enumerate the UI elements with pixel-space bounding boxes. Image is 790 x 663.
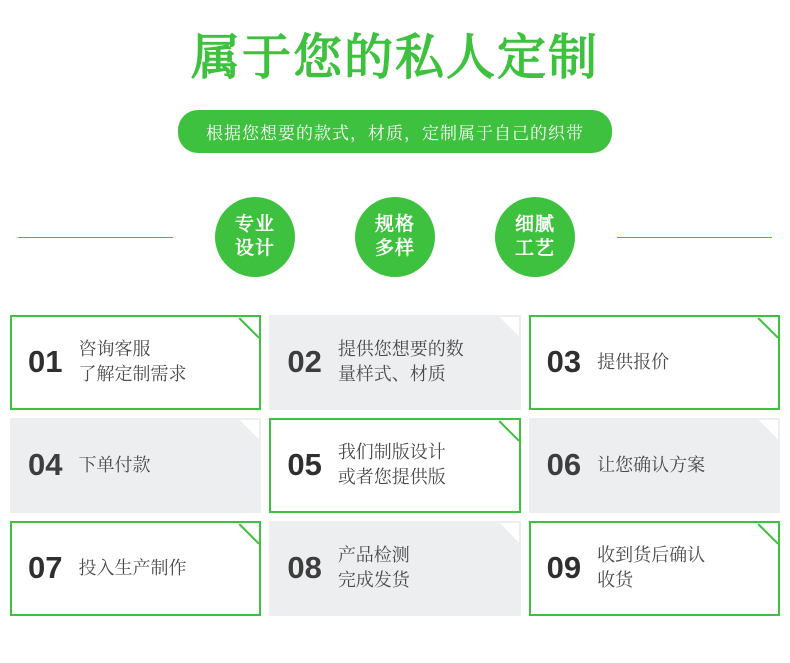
corner-notch-icon [757,315,780,339]
step-text: 投入生产制作 [78,557,187,578]
step-card [10,315,261,410]
corner-notch-icon [239,418,262,442]
step-number: 05 [287,447,322,483]
step-text: 提供您想要的数 量样式、材质 [337,339,464,385]
feature-circle-3-line1: 细腻 [514,214,555,236]
subtitle-pill: 根据您想要的款式，材质，定制属于自己的织带 [178,110,612,153]
step-card [269,418,520,513]
subtitle-container [0,110,790,153]
step-card [10,521,261,616]
step-card [269,521,520,616]
step-card [10,418,261,513]
feature-circle-1-line1: 专业 [234,214,275,236]
corner-notch-icon [239,315,262,339]
corner-notch-icon [757,418,780,442]
step-card [529,315,780,410]
corner-notch-icon [498,521,521,545]
feature-circle-2-line1: 规格 [374,214,415,236]
step-text: 我们制版设计 或者您提供版 [337,442,446,488]
step-number: 09 [546,550,582,586]
step-text: 提供报价 [597,351,670,372]
corner-notch-icon [498,418,521,442]
step-card [529,418,780,513]
step-text: 下单付款 [78,454,151,475]
feature-circle-3 [495,197,575,277]
page-title: 属于您的私人定制 [190,31,599,85]
step-number: 03 [546,344,582,380]
divider-line-right [617,237,772,238]
step-number: 04 [28,447,63,483]
corner-notch-icon [498,315,521,339]
step-number: 06 [546,447,582,483]
step-number: 08 [287,550,322,586]
step-number: 07 [28,550,63,586]
feature-circle-2-line2: 多样 [374,237,415,259]
feature-circle-3-line2: 工艺 [514,237,555,259]
step-text: 收到货后确认 收货 [597,545,706,591]
feature-circle-2 [355,197,435,277]
divider-line-left [18,237,173,238]
feature-circles-row [0,187,790,287]
corner-notch-icon [757,521,780,545]
steps-grid [10,315,780,616]
step-number: 02 [287,344,322,380]
step-card [529,521,780,616]
step-text: 让您确认方案 [597,454,706,475]
step-number: 01 [28,344,63,380]
corner-notch-icon [239,521,262,545]
step-text: 咨询客服 了解定制需求 [78,339,187,385]
step-card [269,315,520,410]
feature-circle-1-line2: 设计 [234,237,275,259]
feature-circle-1 [215,197,295,277]
step-text: 产品检测 完成发货 [337,545,410,591]
